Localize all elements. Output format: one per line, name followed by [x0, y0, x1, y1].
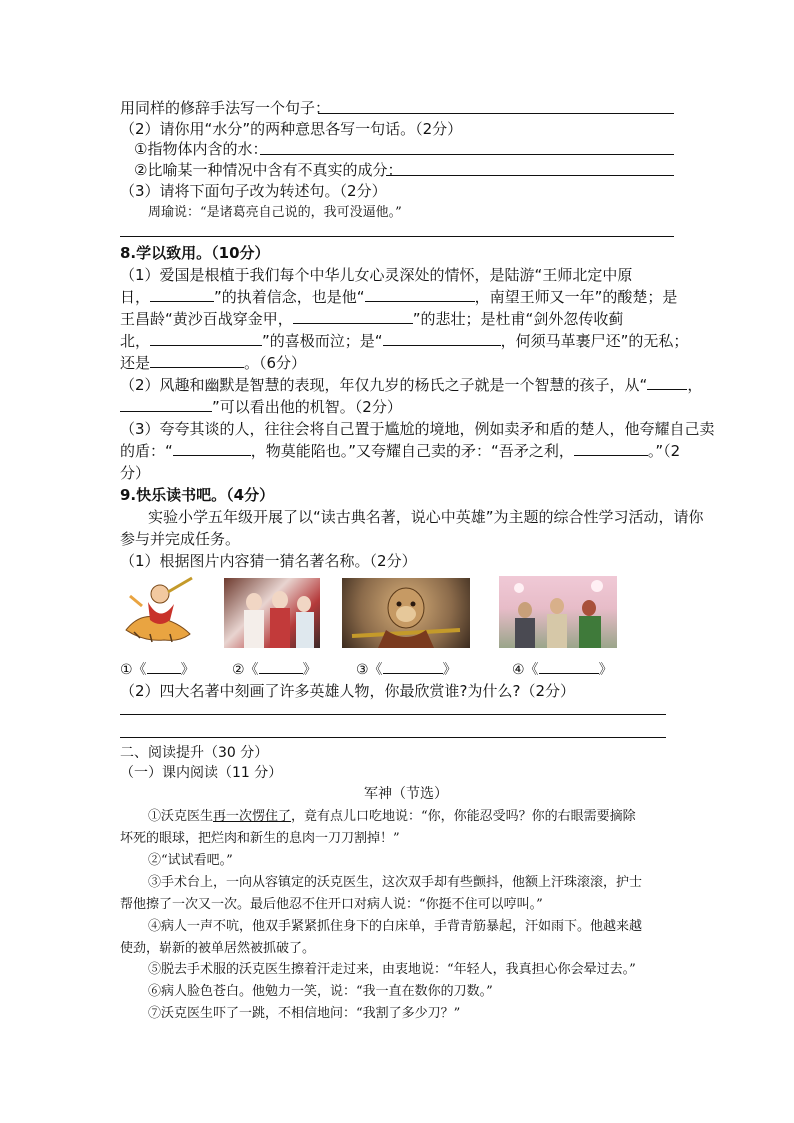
q9-p2: （2）四大名著中刻画了许多英雄人物，你最欣赏谁?为什么?（2分） [120, 682, 576, 700]
caption-4 [512, 659, 613, 679]
q7-p2-2: ②比喻某一种情况中含有不真实的成分： [134, 161, 403, 179]
q8-l1: （1）爱国是根植于我们每个中华儿女心灵深处的情怀，是陆游“王师北定中原 [120, 266, 633, 284]
passage-p5: ⑤脱去手术服的沃克医生擦着汗走过来，由衷地说：“年轻人，我真担心你会晕过去。” [148, 962, 636, 977]
p1-end: ，竟有点儿口吃地说：“你，你能忍受吗？你的右眼需要摘除 [291, 809, 636, 824]
q8-l2a: 日， [120, 288, 151, 306]
p1-start: ①沃克医生 [148, 809, 214, 824]
q8-p3-line2 [120, 439, 680, 463]
q7-p3: （3）请将下面句子改为转述句。（2分） [120, 182, 387, 200]
q7-line1-text: 用同样的修辞手法写一个句子： [120, 99, 331, 117]
answer-line[interactable] [120, 236, 674, 237]
book-title-blank[interactable] [383, 659, 443, 674]
q8-p2-cont [120, 395, 402, 419]
q9-intro1: 实验小学五年级开展了以“读古典名著，说心中英雄”为主题的综合性学习活动，请你 [148, 508, 704, 526]
caption-2 [232, 659, 317, 679]
fill-blank[interactable] [647, 375, 687, 390]
q8-l4b: ”的喜极而泣；是“ [262, 332, 383, 350]
caption-3-close: 》 [442, 662, 457, 678]
q8-l3b: ”的悲壮；是杜甫“剑外忽传收蓟 [412, 310, 624, 328]
answer-line[interactable] [120, 714, 666, 715]
caption-2-close: 》 [302, 662, 317, 678]
answer-line[interactable] [260, 154, 674, 155]
fill-blank[interactable] [365, 287, 475, 302]
caption-1-close: 》 [180, 662, 195, 678]
fill-blank[interactable] [173, 441, 251, 456]
q8-title: 8.学以致用。（10分） [120, 244, 270, 262]
caption-3 [356, 659, 457, 679]
q8-p2 [120, 373, 702, 397]
q8-p2a: （2）风趣和幽默是智慧的表现，年仅九岁的杨氏之子就是一个智慧的孩子，从“ [120, 376, 648, 394]
monkey-king-on-tiger-icon [120, 572, 200, 648]
caption-4-close: 》 [598, 662, 613, 678]
q8-p3e: 分） [120, 464, 151, 482]
passage-p3: ③手术台上，一向从容镇定的沃克医生，这次双手却有些颤抖，他额上汗珠滚滚，护士 [148, 875, 643, 890]
answer-line[interactable] [120, 737, 666, 738]
q8-l5a: 还是 [120, 354, 151, 372]
q8-l3 [120, 307, 623, 331]
passage-p2: ②“试试看吧。” [148, 853, 233, 868]
fill-blank[interactable] [574, 441, 648, 456]
q7-quote: 周瑜说：“是诸葛亮自己说的，我可没逼他。” [148, 205, 402, 220]
costume-drama-wedding-photo [224, 578, 320, 648]
q8-l4c: ，何须马革裹尸还”的无私； [500, 332, 689, 350]
q8-p3c: ，物莫能陷也。”又夸耀自己卖的矛：“吾矛之利， [250, 442, 574, 460]
fill-blank[interactable] [150, 287, 214, 302]
passage-p4: ④病人一声不吭，他双手紧紧抓住身下的白床单，手背青筋暴起，汗如雨下。他越来越 [148, 919, 643, 934]
passage-p7: ⑦沃克医生吓了一跳，不相信地问：“我割了多少刀？” [148, 1006, 461, 1021]
q8-p3b: 的盾：“ [120, 442, 173, 460]
q8-p2c: ”可以看出他的机智。（2分） [212, 398, 402, 416]
p1-underlined: 再一次愣住了 [213, 809, 292, 824]
passage-p3-cont: 帮他擦了一次又一次。最后他忍不住开口对病人说：“你挺不住可以哼叫。” [120, 897, 543, 912]
monkey-king-icon [342, 578, 470, 648]
answer-line[interactable] [386, 175, 674, 176]
passage-p6: ⑥病人脸色苍白。他勉力一笑，说：“我一直在数你的刀数。” [148, 984, 493, 999]
q7-p2-1: ①指物体内含的水： [134, 140, 268, 158]
fill-blank[interactable] [383, 331, 501, 346]
q8-l3a: 王昌龄“黄沙百战穿金甲， [120, 310, 293, 328]
monkey-king-on-tiger-illustration [120, 572, 200, 648]
passage-p1-cont: 坏死的眼球，把烂肉和新生的息肉一刀刀割掉！” [120, 831, 400, 846]
q8-l2c: ，南望王师又一年”的酸楚；是 [474, 288, 678, 306]
book-title-blank[interactable] [539, 659, 599, 674]
q8-l5b: 。（6分） [244, 354, 307, 372]
q8-p2b: ， [687, 376, 703, 394]
q8-l4a: 北， [120, 332, 151, 350]
fill-blank[interactable] [293, 309, 413, 324]
passage-p4-cont: 使劲，崭新的被单居然被抓破了。 [120, 941, 316, 956]
book-title-blank[interactable] [259, 659, 303, 674]
q8-l4 [120, 329, 688, 353]
q8-l2 [120, 285, 677, 309]
q8-p3a: （3）夸夸其谈的人，往往会将自己置于尴尬的境地，例如卖矛和盾的楚人，他夸耀自己卖 [120, 420, 715, 438]
monkey-king-film-still [342, 578, 470, 648]
fill-blank[interactable] [150, 331, 262, 346]
q9-intro2: 参与并完成任务。 [120, 530, 241, 548]
passage-title: 军神（节选） [364, 786, 448, 802]
caption-1-open: ①《 [120, 662, 147, 678]
caption-1 [120, 659, 195, 679]
three-brothers-icon [499, 576, 617, 648]
q8-p3d: 。”（2 [647, 442, 681, 460]
q9-p1: （1）根据图片内容猜一猜名著名称。（2分） [120, 552, 417, 570]
fill-blank[interactable] [120, 397, 212, 412]
book-title-blank[interactable] [147, 659, 181, 674]
q9-title: 9.快乐读书吧。（4分） [120, 486, 275, 504]
caption-4-open: ④《 [512, 662, 539, 678]
q8-l2b: ”的执着信念，也是他“ [214, 288, 365, 306]
answer-line[interactable] [318, 113, 674, 114]
fill-blank[interactable] [150, 353, 244, 368]
wedding-scene-icon [224, 578, 320, 648]
section-title: 二、阅读提升（30 分） [120, 745, 269, 761]
caption-3-open: ③《 [356, 662, 383, 678]
q7-p2: （2）请你用“水分”的两种意思各写一句话。（2分） [120, 120, 463, 138]
passage-p1 [148, 807, 636, 827]
subsection-title: （一）课内阅读（11 分） [120, 765, 283, 781]
three-sworn-brothers-photo [499, 576, 617, 648]
q8-l5 [120, 351, 306, 375]
caption-2-open: ②《 [232, 662, 259, 678]
